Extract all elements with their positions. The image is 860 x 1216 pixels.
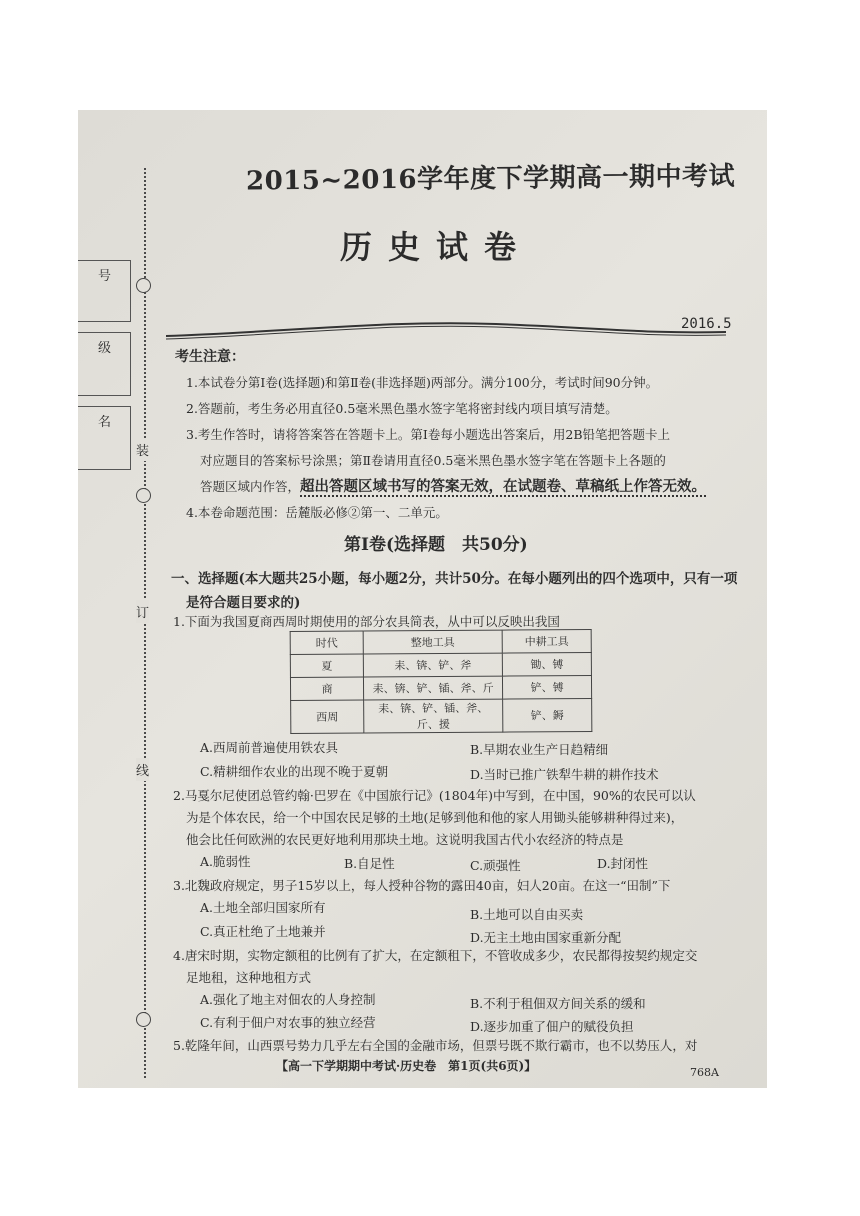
section-instructions: 一、选择题(本大题共25小题，每小题2分，共计50分。在每小题列出的四个选项中，只有一项 xyxy=(171,571,738,587)
question-2-option-a: A.脆弱性 xyxy=(200,854,251,869)
question-1-stem: 1.下面为我国夏商西周时期使用的部分农具简表，从中可以反映出我国 xyxy=(173,614,560,629)
table-header: 中耕工具 xyxy=(502,629,591,653)
notice-emphasis: 超出答题区域书写的答案无效，在试题卷、草稿纸上作答无效。 xyxy=(300,478,707,495)
table-cell: 耒、锛、铲、锸、斧、斤 xyxy=(363,676,502,700)
name-label: 名 xyxy=(98,415,112,430)
question-2-stem-cont: 他会比任何欧洲的农民更好地利用那块土地。这说明我国古代小农经济的特点是 xyxy=(186,832,624,847)
notice-item: 3.考生作答时，请将答案答在答题卡上。第Ⅰ卷每小题选出答案后，用2B铅笔把答题卡上 xyxy=(186,427,671,442)
question-2-option-c: C.顽强性 xyxy=(470,858,521,873)
class-box xyxy=(78,332,131,396)
question-1-option-b: B.早期农业生产日趋精细 xyxy=(470,742,609,757)
farm-tools-table xyxy=(290,629,593,734)
notice-item-prefix: 答题区域内作答， xyxy=(200,479,301,494)
class-label: 级 xyxy=(98,341,112,356)
question-1-option-c: C.精耕细作农业的出现不晚于夏朝 xyxy=(200,764,389,779)
question-1-option-d: D.当时已推广铁犁牛耕的耕作技术 xyxy=(470,767,659,782)
binding-mark-xian: 线 xyxy=(136,758,149,781)
table-header: 时代 xyxy=(290,631,363,655)
name-box xyxy=(78,406,131,470)
question-2-option-d: D.封闭性 xyxy=(597,856,649,871)
table-cell: 铲、鎒 xyxy=(503,698,592,732)
question-4-option-d: D.逐步加重了佃户的赋役负担 xyxy=(470,1019,634,1034)
notice-heading: 考生注意： xyxy=(175,349,245,365)
table-row xyxy=(290,675,591,700)
notice-item: 4.本卷命题范围：岳麓版必修②第一、二单元。 xyxy=(186,505,448,520)
table-cell: 夏 xyxy=(290,654,363,678)
notice-item: 对应题目的答案标号涂黑；第Ⅱ卷请用直径0.5毫米黑色墨水签字笔在答题卡上各题的 xyxy=(200,453,666,468)
binding-hole-icon xyxy=(136,1012,151,1027)
table-cell: 锄、镈 xyxy=(502,652,591,676)
binding-mark-ding: 订 xyxy=(136,600,149,623)
question-3-option-b: B.土地可以自由买卖 xyxy=(470,907,584,922)
question-4-stem: 4.唐宋时期，实物定额租的比例有了扩大，在定额租下，不管收成多少，农民都得按契约规定交 xyxy=(173,948,698,963)
binding-hole-icon xyxy=(136,278,151,293)
question-5-stem: 5.乾隆年间，山西票号势力几乎左右全国的金融市场，但票号既不欺行霸市，也不以势压人，对 xyxy=(173,1038,698,1053)
table-cell: 耒、锛、铲、斧 xyxy=(363,653,502,677)
exam-paper xyxy=(78,110,767,1088)
binding-hole-icon xyxy=(136,488,151,503)
table-cell: 耒、锛、铲、锸、斧、斤、援 xyxy=(364,699,503,733)
question-3-option-a: A.土地全部归国家所有 xyxy=(200,900,326,915)
number-label: 号 xyxy=(98,269,112,284)
question-4-option-a: A.强化了地主对佃农的人身控制 xyxy=(200,992,376,1007)
question-2-stem: 2.马戛尔尼使团总管约翰·巴罗在《中国旅行记》(1804年)中写到，在中国，90%的农民可以认 xyxy=(173,788,696,803)
table-cell: 铲、镈 xyxy=(502,675,591,699)
exam-subject: 历史试卷 xyxy=(340,228,533,266)
table-row xyxy=(290,652,591,677)
notice-item: 2.答题前，考生务必用直径0.5毫米黑色墨水签字笔将密封线内项目填写清楚。 xyxy=(186,401,618,416)
page-footer: 【高一下学期期中考试·历史卷 第1页(共6页)】 xyxy=(276,1059,537,1073)
header-wave-divider xyxy=(166,318,726,340)
table-header: 整地工具 xyxy=(363,630,502,654)
table-cell: 西周 xyxy=(291,700,364,734)
section-title: 第Ⅰ卷(选择题 共50分) xyxy=(344,535,528,555)
question-2-option-b: B.自足性 xyxy=(344,856,395,871)
question-4-option-b: B.不利于租佃双方间关系的缓和 xyxy=(470,996,646,1011)
exam-title: 2015~2016学年度下学期高一期中考试 xyxy=(245,161,736,197)
question-4-stem-cont: 足地租，这种地租方式 xyxy=(186,970,312,985)
paper-code: 768A xyxy=(690,1066,719,1079)
question-3-option-c: C.真正杜绝了土地兼并 xyxy=(200,924,326,939)
question-1-option-a: A.西周前普遍使用铁农具 xyxy=(200,740,339,755)
binding-dotted-line xyxy=(144,168,146,1078)
notice-item xyxy=(200,475,706,496)
question-4-option-c: C.有利于佃户对农事的独立经营 xyxy=(200,1015,376,1030)
table-header-row xyxy=(290,629,591,654)
question-3-stem: 3.北魏政府规定，男子15岁以上，每人授种谷物的露田40亩，妇人20亩。在这一“田制”下 xyxy=(173,878,671,893)
question-2-stem-cont: 为是个体农民，给一个中国农民足够的土地(足够到他和他的家人用锄头能够耕种得过来)， xyxy=(186,810,684,825)
binding-mark-zhuang: 装 xyxy=(136,438,149,461)
table-cell: 商 xyxy=(290,677,363,701)
question-3-option-d: D.无主土地由国家重新分配 xyxy=(470,930,622,945)
table-row xyxy=(291,698,592,733)
notice-item: 1.本试卷分第Ⅰ卷(选择题)和第Ⅱ卷(非选择题)两部分。满分100分，考试时间90分钟。 xyxy=(186,375,659,390)
section-instructions-cont: 是符合题目要求的) xyxy=(186,595,301,611)
number-box xyxy=(78,260,131,322)
exam-date: 2016.5 xyxy=(681,316,732,332)
